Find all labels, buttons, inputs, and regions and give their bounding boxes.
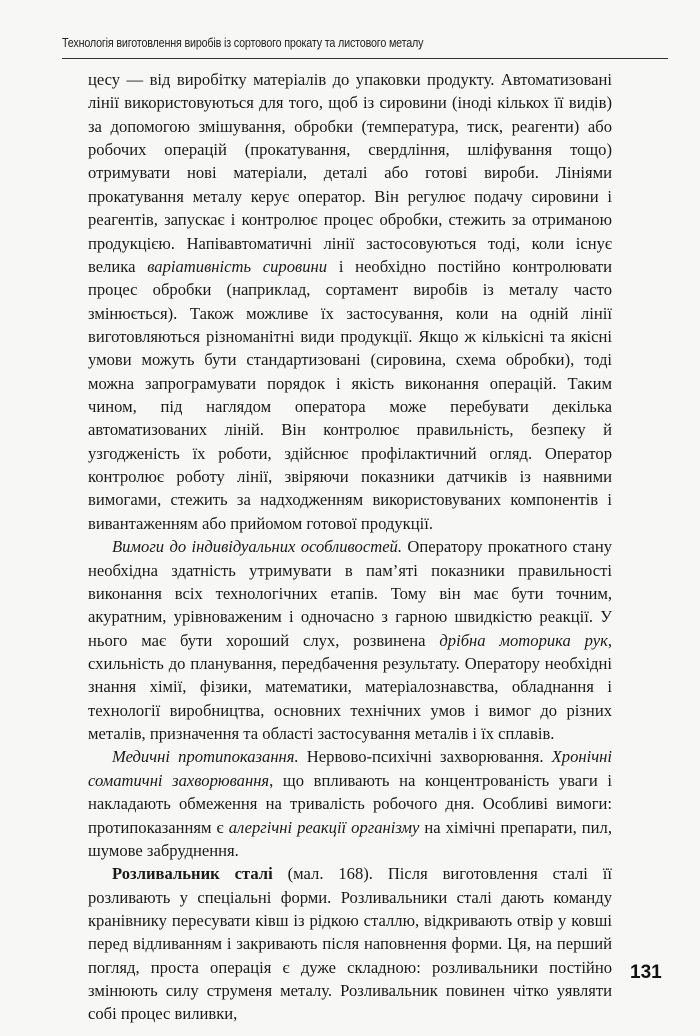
paragraph-automated-lines	[88, 68, 612, 535]
emphasis-text: алергічні реакції організму	[228, 817, 420, 837]
emphasis-text: дрібна моторика рук	[439, 630, 608, 650]
text-run: , схильність до планування, передбачення результату. Оператору необхідні знання хімії, фізики, математики, матеріалознавства, обладнання і технології виробництва, основних технічних умов і вимог до різних металів, призначення та області застосування металів і їх сплавів.	[88, 630, 612, 744]
emphasis-text: варіативність сировини	[147, 256, 328, 276]
section-lead-italic: Медичні протипоказання.	[112, 747, 299, 767]
text-run: на хімічні препарати, пил, шумове забруднення.	[88, 817, 612, 860]
paragraph-individual-requirements	[88, 535, 612, 745]
text-run: , що впливають на концентрованість уваги і накладають обмеження на тривалість робочого дня. Особливі вимоги: протипоказанням є	[88, 770, 613, 837]
text-run: (мал. 168). Після виготовлення сталі її розливають у спеціальні форми. Розливальники сталі дають команду кранівнику пересувати ківш із рідкою сталлю, відкривають отвір у ковші перед відливанням і закривають після наповнення форми. Ця, на перший погляд, проста операція є дуже складною: розливальники постійно змінюють силу струменя металу. Розливальник повинен чітко уявляти собі процес виливки,	[88, 864, 612, 1024]
page-number: 131	[630, 962, 662, 983]
paragraph-steel-pourer	[88, 862, 612, 1026]
text-run: і необхідно постійно контролювати процес обробки (наприклад, сортамент виробів із металу часто змінюється). Також можливе їх застосування, коли на одній лінії виготовляються різноманітні види продукції. Якщо ж кількісні та якісні умови можуть бути стандартизовані (сировина, схема обробки), тоді можна запрограмувати порядок і якість виконання операцій. Таким чином, під наглядом оператора може перебувати декілька автоматизованих ліній. Він контролює правильність, безпеку й узгодженість їх роботи, здійснює профілактичний огляд. Оператор контролює роботу лінії, звіряючи показники датчиків із наявними вимогами, стежить за надходженням використовуваних компонентів і вивантаженням або прийомом готової продукції.	[88, 256, 613, 533]
header-divider	[62, 58, 668, 59]
page-body	[88, 68, 612, 1026]
text-run: цесу — від виробітку матеріалів до упаковки продукту. Автоматизовані лінії використовуються для того, щоб із сировини (іноді кількох її видів) за допомогою змішування, обробки (температура, тиск, реагенти) або робочих операцій (прокатування, свердління, шліфування тощо) отримувати нові матеріали, деталі або готові вироби. Лініями прокатування металу керує оператор. Він регулює подачу сировини і реагентів, запускає і контролює процес обробки, стежить за отриманою продукцією. Напівавтоматичні лінії застосовуються тоді, коли існує велика	[88, 70, 612, 276]
running-header: Технологія виготовлення виробів із сортового прокату та листового металу	[62, 36, 424, 50]
paragraph-medical-contraindications	[88, 745, 612, 862]
text-run: Оператору прокатного стану необхідна здатність утримувати в пам’яті показники правильності виконання всіх технологічних етапів. Тому він має бути точним, акуратним, урівноваженим і одночасно з гарною швидкістю реакції. У нього має бути хороший слух, розвинена	[88, 537, 613, 650]
emphasis-text: Хронічні соматичні захворювання	[88, 747, 612, 790]
section-lead-italic: Вимоги до індивідуальних особливостей.	[112, 537, 403, 557]
text-run: Нервово-психічні захворювання.	[298, 747, 552, 767]
section-lead-bold: Розливальник сталі	[112, 864, 273, 884]
